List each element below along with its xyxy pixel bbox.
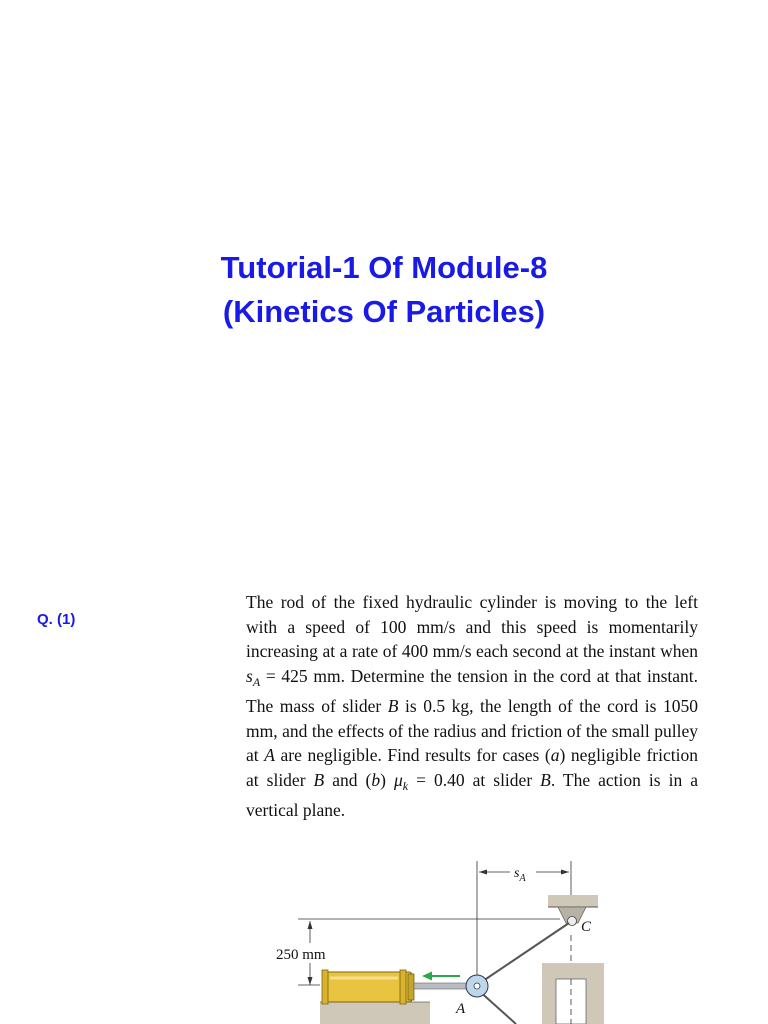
pulley-a-hub bbox=[474, 983, 480, 989]
symbol-mu: μ bbox=[393, 769, 403, 790]
case-b: b bbox=[371, 769, 381, 790]
problem-text: is 0.5 kg, the length of the cord is 1050 mm, and the effects of the radius and friction of the small pulley at bbox=[246, 696, 698, 765]
label-c: C bbox=[581, 919, 592, 935]
problem-text: The rod of the fixed hydraulic cylinder is moving to the left with a speed of 100 mm/s and this speed is momentarily increasing at a rate of 400 mm/s each second at the instant when bbox=[246, 592, 698, 661]
ceiling-support bbox=[548, 895, 598, 907]
case-a: a bbox=[550, 745, 560, 765]
title-line-2: (Kinetics Of Particles) bbox=[222, 294, 546, 329]
problem-text: = 425 mm. Determine the tension in the cord at that instant. The mass of slider bbox=[246, 665, 698, 716]
dim-label: 250 mm bbox=[276, 947, 326, 963]
symbol-sub-a: A bbox=[252, 674, 261, 689]
symbol-s: s bbox=[246, 665, 253, 686]
page-title bbox=[0, 246, 768, 334]
rod-velocity-arrowhead bbox=[422, 972, 432, 981]
symbol-a: A bbox=[264, 745, 275, 765]
cylinder-base bbox=[320, 1002, 430, 1024]
question-number: Q. (1) bbox=[37, 611, 76, 628]
problem-text: . The action is in a vertical plane. bbox=[246, 769, 698, 820]
cylinder-end-cap bbox=[408, 974, 414, 1000]
sA-arrowhead-left bbox=[479, 870, 487, 875]
cylinder-band-right bbox=[400, 970, 406, 1004]
problem-text: = 0.40 at slider bbox=[408, 769, 541, 790]
mechanism-figure bbox=[260, 855, 620, 1024]
problem-text: are negligible. Find results for cases ( bbox=[274, 745, 551, 765]
symbol-sub-k: k bbox=[402, 778, 409, 793]
problem-statement bbox=[246, 590, 698, 823]
piston-rod bbox=[414, 983, 474, 989]
sA-arrowhead-right bbox=[561, 870, 569, 875]
dim-arrowhead-top bbox=[308, 921, 313, 929]
sA-label: $s_A$ bbox=[514, 866, 526, 884]
symbol-b: B bbox=[313, 769, 325, 790]
cylinder-band-left bbox=[322, 970, 328, 1004]
problem-text: ) negligible friction at slider bbox=[246, 745, 698, 790]
label-a: A bbox=[456, 1001, 466, 1017]
symbol-b: B bbox=[387, 696, 399, 716]
dim-arrowhead-bottom bbox=[308, 977, 313, 985]
problem-text: and ( bbox=[324, 769, 372, 790]
symbol-b: B bbox=[540, 769, 551, 790]
problem-text: ) bbox=[380, 769, 394, 790]
title-line-1: Tutorial-1 Of Module-8 bbox=[220, 250, 548, 285]
